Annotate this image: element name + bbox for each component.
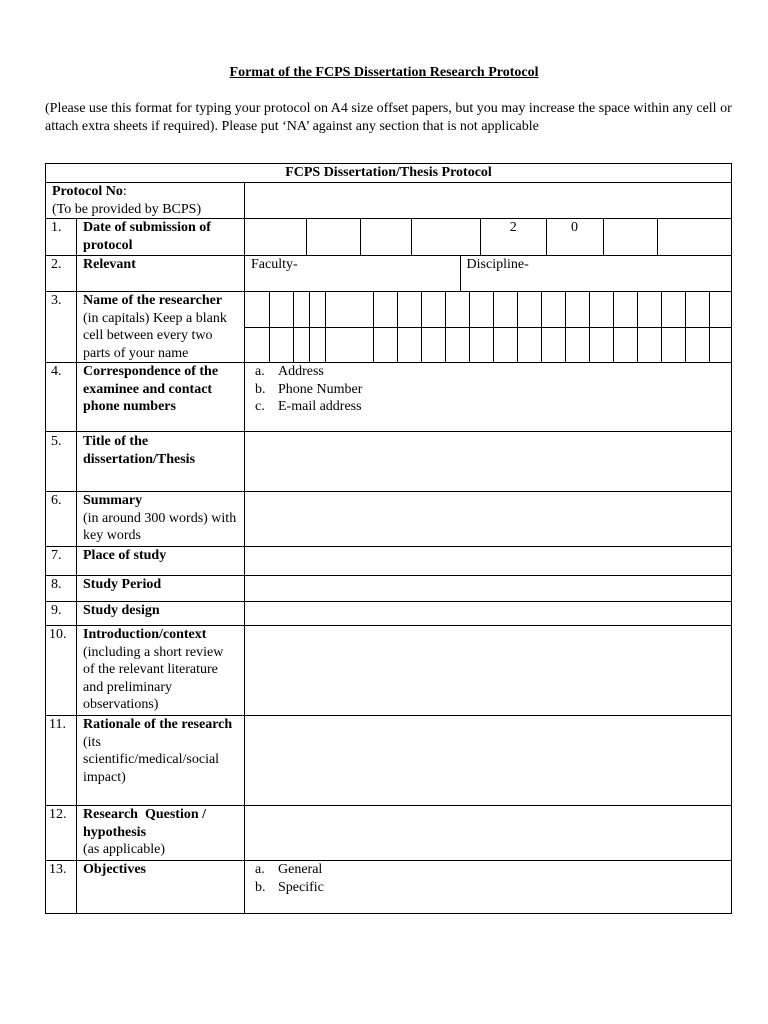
list-item: b. Phone Number — [255, 381, 363, 397]
row-subtitle: (in capitals) Keep a blank cell between every two parts of your name — [83, 310, 227, 361]
date-box[interactable] — [412, 219, 481, 255]
table-row — [46, 576, 732, 602]
row-title: Date of submission of protocol — [77, 219, 245, 256]
table-row — [46, 602, 732, 626]
name-letter-box[interactable] — [541, 292, 565, 327]
date-box[interactable] — [603, 219, 658, 255]
name-letter-box[interactable] — [709, 327, 731, 362]
row-label-cell — [77, 716, 245, 806]
name-letter-box[interactable] — [245, 292, 269, 327]
name-letter-box[interactable] — [661, 292, 685, 327]
instructions-text: (Please use this format for typing your protocol on A4 size offset papers, but you may increase the space within any cell or attach extra sheets if required). Please put ‘NA’ against any section that is not applicable — [45, 101, 732, 134]
name-letter-box[interactable] — [565, 327, 589, 362]
date-box[interactable] — [245, 219, 306, 255]
row-subtitle: (its scientific/medical/social impact) — [83, 734, 220, 785]
relevant-cell — [245, 256, 732, 292]
name-letter-box[interactable] — [325, 292, 373, 327]
name-letter-box[interactable] — [613, 292, 637, 327]
name-letter-box[interactable] — [373, 292, 397, 327]
name-letter-box[interactable] — [373, 327, 397, 362]
table-row — [46, 806, 732, 861]
row-title: Summary — [83, 493, 143, 508]
research-question-value[interactable] — [245, 806, 732, 861]
table-row — [46, 432, 732, 492]
row-number: 13. — [46, 861, 77, 914]
protocol-no-label-cell — [46, 183, 245, 219]
row-subtitle: (including a short review of the relevant literature and preliminary observations) — [83, 644, 224, 712]
document-title: Format of the FCPS Dissertation Research Protocol — [229, 65, 539, 80]
name-letter-box[interactable] — [269, 292, 293, 327]
table-row — [46, 861, 732, 914]
name-letter-box[interactable] — [637, 292, 661, 327]
name-letter-box[interactable] — [709, 292, 731, 327]
row-number: 9. — [46, 602, 77, 626]
row-title: Study Period — [77, 576, 245, 602]
protocol-no-value[interactable] — [245, 183, 732, 219]
row-label-cell — [77, 292, 245, 363]
table-row — [46, 292, 732, 363]
row-subtitle: (in around 300 words) with key words — [83, 510, 237, 543]
protocol-no-note: (To be provided by BCPS) — [52, 201, 202, 217]
table-row — [46, 363, 732, 432]
row-number: 4. — [46, 363, 77, 432]
date-box[interactable] — [658, 219, 731, 255]
table-row — [46, 547, 732, 576]
table-row — [46, 626, 732, 716]
name-letter-box[interactable] — [493, 327, 517, 362]
name-letter-box[interactable] — [589, 292, 613, 327]
row-title: Correspondence of the examinee and contact phone numbers — [77, 363, 245, 432]
row-number: 3. — [46, 292, 77, 363]
introduction-value[interactable] — [245, 626, 732, 716]
name-letter-box[interactable] — [517, 327, 541, 362]
instructions-paragraph — [45, 100, 735, 136]
table-row — [46, 256, 732, 292]
objectives-value[interactable] — [245, 861, 732, 914]
name-letter-box[interactable] — [541, 327, 565, 362]
row-number: 7. — [46, 547, 77, 576]
table-header-row — [46, 164, 732, 183]
protocol-no-label: Protocol No — [52, 184, 123, 199]
row-label-cell — [77, 806, 245, 861]
row-title: Research Question / hypothesis — [83, 807, 210, 840]
date-box[interactable]: 0 — [546, 219, 603, 255]
correspondence-value[interactable] — [245, 363, 732, 432]
row-title: Title of the dissertation/Thesis — [77, 432, 245, 492]
row-number: 1. — [46, 219, 77, 256]
name-letter-box[interactable] — [325, 327, 373, 362]
name-letter-box[interactable] — [421, 327, 445, 362]
name-letter-box[interactable] — [293, 292, 309, 327]
name-letter-box[interactable] — [293, 327, 309, 362]
table-row — [46, 492, 732, 547]
name-letter-box[interactable] — [685, 327, 709, 362]
discipline-field[interactable]: Discipline- — [460, 256, 731, 291]
name-letter-grid — [245, 292, 732, 363]
row-number: 6. — [46, 492, 77, 547]
name-letter-box[interactable] — [309, 327, 325, 362]
row-title: Introduction/context — [83, 627, 207, 642]
row-label-cell — [77, 626, 245, 716]
row-number: 10. — [46, 626, 77, 716]
row-title: Study design — [77, 602, 245, 626]
date-box[interactable] — [306, 219, 360, 255]
name-letter-box[interactable] — [469, 292, 493, 327]
name-letter-box[interactable] — [269, 327, 293, 362]
row-number: 12. — [46, 806, 77, 861]
row-number: 11. — [46, 716, 77, 806]
study-design-value[interactable] — [245, 602, 732, 626]
row-title: Place of study — [77, 547, 245, 576]
protocol-no-colon: : — [122, 184, 127, 199]
name-letter-box[interactable] — [493, 292, 517, 327]
name-letter-box[interactable] — [589, 327, 613, 362]
dissertation-title-value[interactable] — [245, 432, 732, 492]
name-letter-box[interactable] — [685, 292, 709, 327]
row-title: Rationale of the research — [83, 717, 233, 732]
name-letter-box[interactable] — [445, 327, 469, 362]
table-row — [46, 716, 732, 806]
name-letter-box[interactable] — [421, 292, 445, 327]
date-box[interactable]: 2 — [480, 219, 546, 255]
row-subtitle: (as applicable) — [83, 842, 166, 857]
name-letter-box[interactable] — [245, 327, 269, 362]
table-header: FCPS Dissertation/Thesis Protocol — [46, 164, 732, 183]
row-number: 8. — [46, 576, 77, 602]
name-letter-box[interactable] — [445, 292, 469, 327]
study-period-value[interactable] — [245, 576, 732, 602]
protocol-no-row — [46, 183, 732, 219]
date-boxes — [245, 219, 732, 256]
row-title: Objectives — [77, 861, 245, 914]
name-letter-box[interactable] — [469, 327, 493, 362]
row-title: Relevant — [77, 256, 245, 292]
rationale-value[interactable] — [245, 716, 732, 806]
list-item: a. Address — [255, 364, 324, 379]
list-item: b. Specific — [255, 879, 324, 895]
date-box[interactable] — [360, 219, 412, 255]
name-letter-box[interactable] — [397, 292, 421, 327]
summary-value[interactable] — [245, 492, 732, 547]
faculty-field[interactable]: Faculty- — [245, 256, 460, 291]
row-number: 5. — [46, 432, 77, 492]
name-letter-box[interactable] — [565, 292, 589, 327]
row-label-cell — [77, 492, 245, 547]
name-letter-box[interactable] — [661, 327, 685, 362]
row-number: 2. — [46, 256, 77, 292]
row-title: Name of the researcher — [83, 293, 223, 308]
name-letter-box[interactable] — [397, 327, 421, 362]
name-letter-box[interactable] — [637, 327, 661, 362]
name-letter-box[interactable] — [517, 292, 541, 327]
list-item: c. E-mail address — [255, 399, 362, 414]
name-letter-box[interactable] — [309, 292, 325, 327]
table-row — [46, 219, 732, 256]
name-letter-box[interactable] — [613, 327, 637, 362]
protocol-table — [45, 163, 732, 914]
place-of-study-value[interactable] — [245, 547, 732, 576]
list-item: a. General — [255, 862, 323, 877]
